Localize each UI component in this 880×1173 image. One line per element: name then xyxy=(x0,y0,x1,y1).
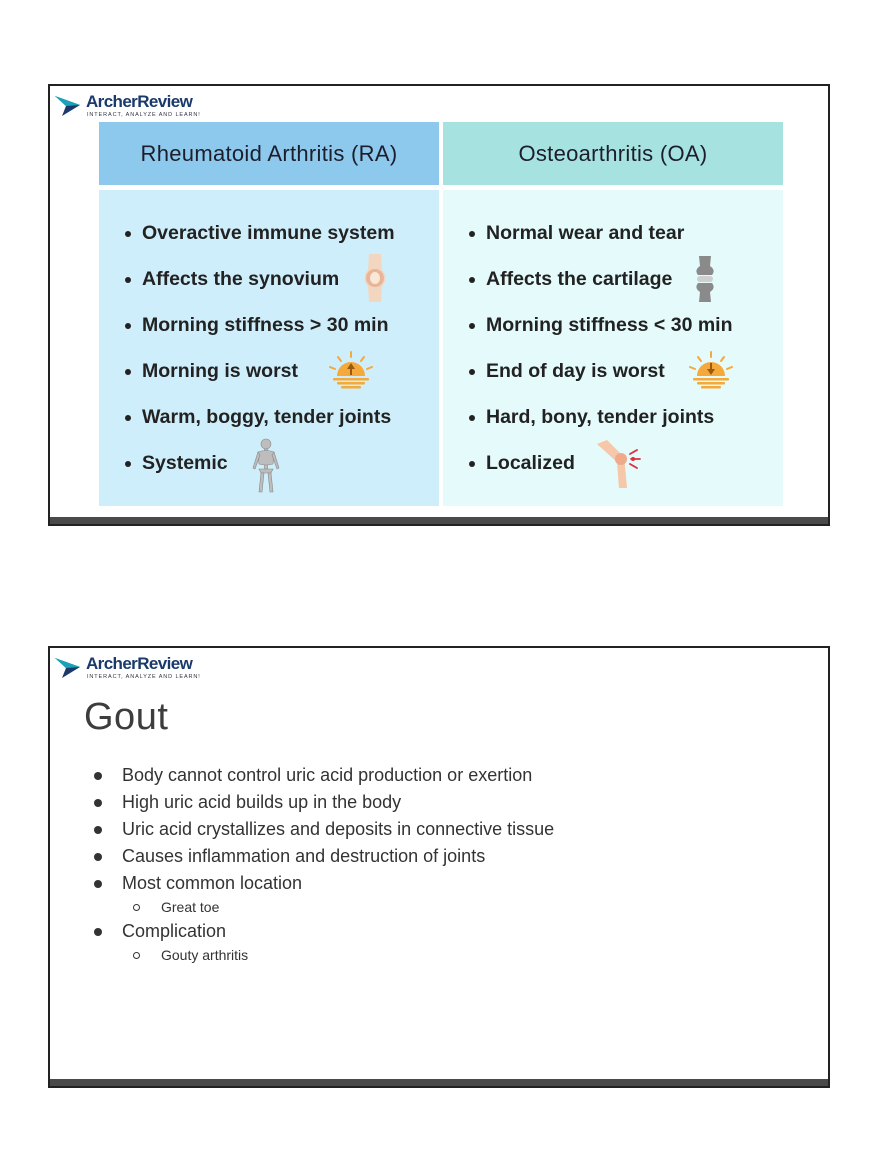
oa-column xyxy=(443,190,783,506)
list-item: Systemic xyxy=(125,454,395,500)
logo-tagline: INTERACT, ANALYZE AND LEARN! xyxy=(87,112,201,118)
sub-list-item: Gouty arthritis xyxy=(92,945,554,966)
list-item: Most common location xyxy=(92,870,554,897)
oa-header: Osteoarthritis (OA) xyxy=(443,122,783,185)
list-item: High uric acid builds up in the body xyxy=(92,789,554,816)
list-item: Uric acid crystallizes and deposits in connective tissue xyxy=(92,816,554,843)
list-item: Morning stiffness > 30 min xyxy=(125,316,395,362)
logo-tagline: INTERACT, ANALYZE AND LEARN! xyxy=(87,674,201,680)
list-item: End of day is worst xyxy=(469,362,733,408)
cartilage-joint-icon xyxy=(693,256,717,302)
logo-brand: ArcherReview xyxy=(86,654,193,673)
slide-gout xyxy=(48,646,830,1088)
synovium-joint-icon xyxy=(361,254,389,302)
archer-arrow-icon xyxy=(54,92,84,118)
archer-review-logo xyxy=(54,652,214,682)
gout-bullet-list xyxy=(92,762,554,966)
list-item: Morning is worst xyxy=(125,362,395,408)
sunset-icon xyxy=(687,350,735,390)
list-item: Body cannot control uric acid production or exertion xyxy=(92,762,554,789)
archer-review-logo xyxy=(54,90,214,120)
list-item: Overactive immune system xyxy=(125,224,395,270)
slide-ra-vs-oa xyxy=(48,84,830,526)
list-item: Complication xyxy=(92,918,554,945)
logo-brand: ArcherReview xyxy=(86,92,193,111)
page-title: Gout xyxy=(84,696,169,738)
slide-footer-bar xyxy=(50,517,828,524)
knee-pain-icon xyxy=(597,440,643,490)
list-item: Normal wear and tear xyxy=(469,224,733,270)
archer-arrow-icon xyxy=(54,654,84,680)
list-item: Causes inflammation and destruction of joints xyxy=(92,843,554,870)
list-item: Morning stiffness < 30 min xyxy=(469,316,733,362)
list-item: Localized xyxy=(469,454,733,500)
ra-column xyxy=(99,190,439,506)
list-item: Hard, bony, tender joints xyxy=(469,408,733,454)
sub-list-item: Great toe xyxy=(92,897,554,918)
list-item: Affects the cartilage xyxy=(469,270,733,316)
skeleton-icon xyxy=(249,438,283,494)
slide-footer-bar xyxy=(50,1079,828,1086)
list-item: Warm, boggy, tender joints xyxy=(125,408,395,454)
list-item: Affects the synovium xyxy=(125,270,395,316)
ra-header: Rheumatoid Arthritis (RA) xyxy=(99,122,439,185)
sunrise-icon xyxy=(327,350,375,390)
